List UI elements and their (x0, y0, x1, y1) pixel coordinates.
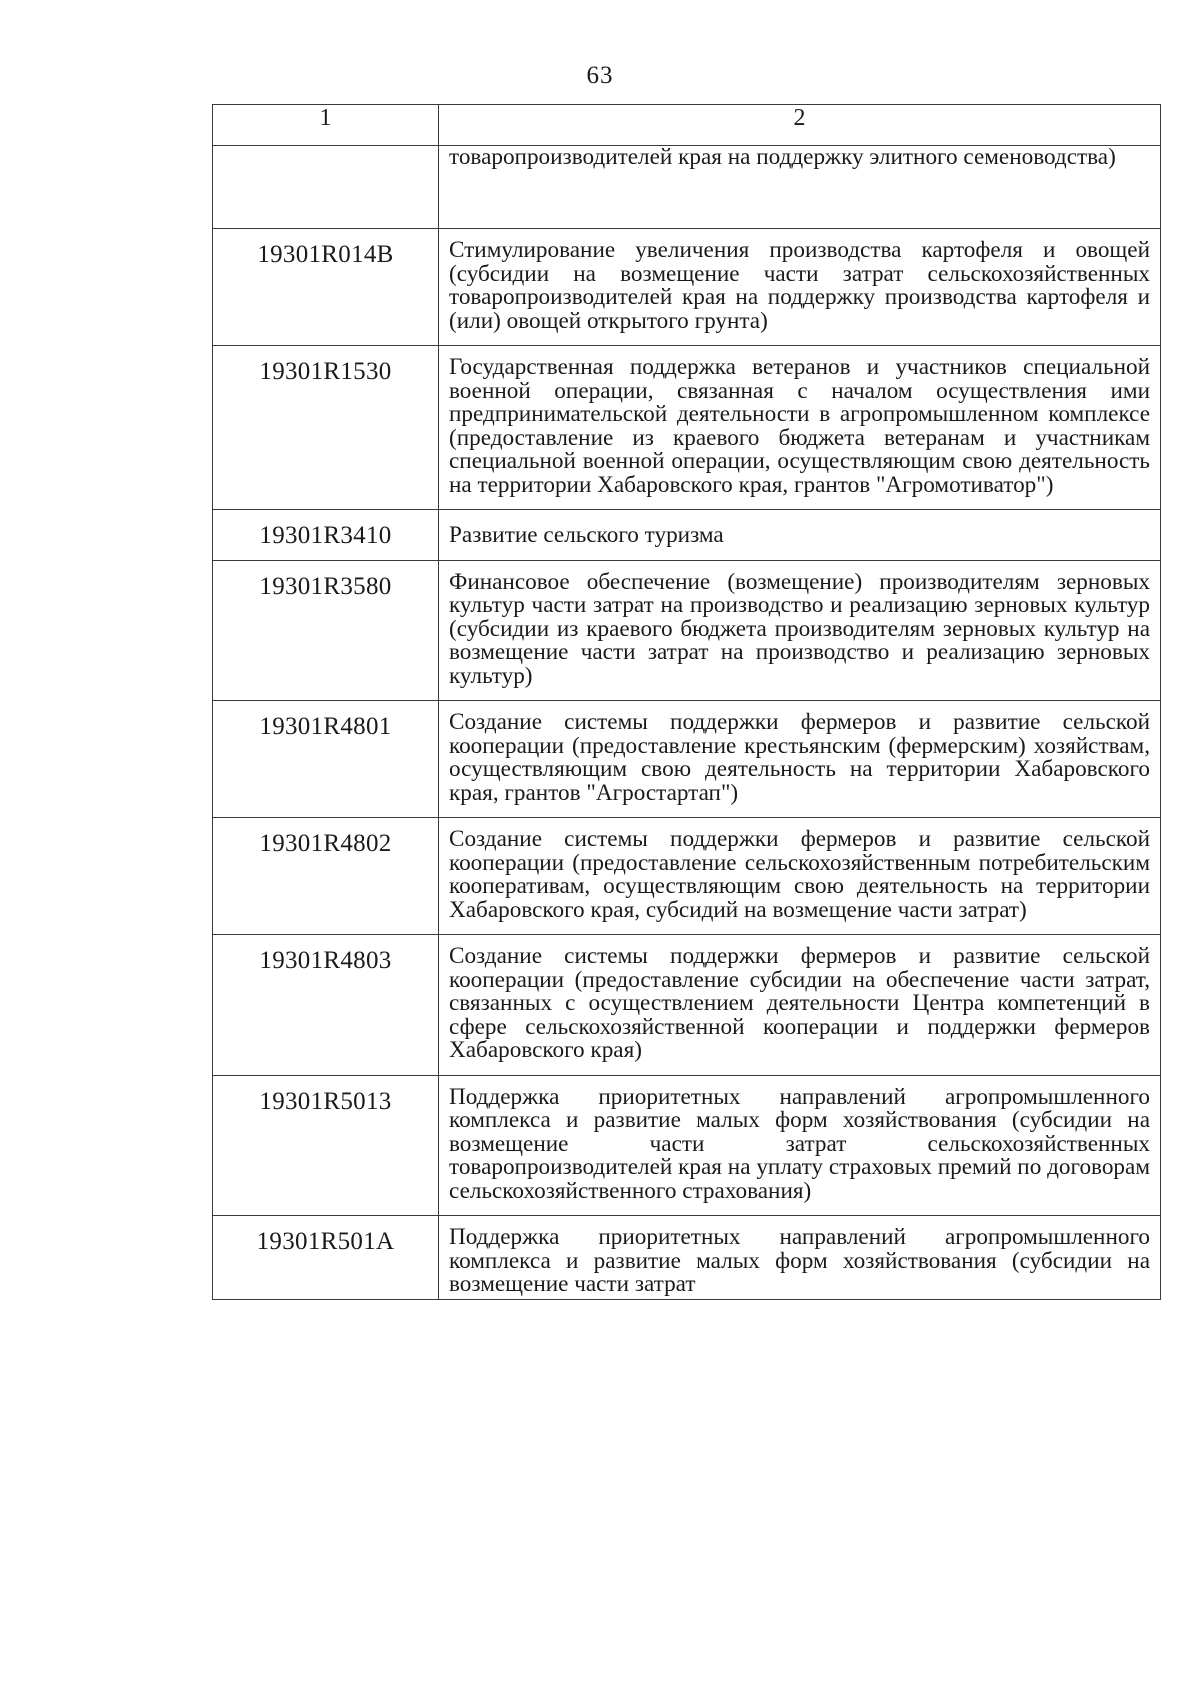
table-row (213, 229, 1161, 346)
row-description: Создание системы поддержки фермеров и развитие сельской кооперации (предоставление субсидии на обеспечение части затрат, связанных с осуществлением деятельности Центра компетенций в сфере сельскохозяйственной кооперации и поддержки фермеров Хабаровского края) (439, 935, 1161, 1076)
row-description: Поддержка приоритетных направлений агропромышленного комплекса и развитие малых форм хозяйствования (субсидии на возмещение части затрат сельскохозяйственных товаропроизводителей края на уплату страховых премий по договорам сельскохозяйственного страхования) (439, 1075, 1161, 1216)
row-code: 19301R4802 (213, 818, 439, 935)
row-code (213, 146, 439, 229)
table-row (213, 935, 1161, 1076)
row-description: Государственная поддержка ветеранов и участников специальной военной операции, связанная с началом осуществления ими предпринимательской деятельности в агропромышленном комплексе (предоставление из краевого бюджета ветеранам и участникам специальной военной операции, осуществляющим свою деятельность на территории Хабаровского края, грантов "Агромотиватор") (439, 346, 1161, 510)
table-row (213, 560, 1161, 701)
table-row (213, 146, 1161, 229)
budget-classification-table (212, 104, 1161, 1300)
row-description: товаропроизводителей края на поддержку элитного семеноводства) (439, 146, 1161, 229)
row-description: Создание системы поддержки фермеров и развитие сельской кооперации (предоставление сельскохозяйственным потребительским кооперативам, осуществляющим свою деятельность на территории Хабаровского края, субсидий на возмещение части затрат) (439, 818, 1161, 935)
row-description: Финансовое обеспечение (возмещение) производителям зерновых культур части затрат на производство и реализацию зерновых культур (субсидии из краевого бюджета производителям зерновых культур на возмещение части затрат на производство и реализацию зерновых культур) (439, 560, 1161, 701)
table-header-row (213, 105, 1161, 146)
row-code: 19301R501A (213, 1216, 439, 1300)
row-description: Создание системы поддержки фермеров и развитие сельской кооперации (предоставление крестьянским (фермерским) хозяйствам, осуществляющим свою деятельность на территории Хабаровского края, грантов "Агростартап") (439, 701, 1161, 818)
row-code: 19301R3410 (213, 510, 439, 561)
row-description: Развитие сельского туризма (439, 510, 1161, 561)
column-header-code: 1 (213, 105, 439, 146)
table-row (213, 1216, 1161, 1300)
row-code: 19301R3580 (213, 560, 439, 701)
column-header-description: 2 (439, 105, 1161, 146)
row-code: 19301R4801 (213, 701, 439, 818)
row-description: Стимулирование увеличения производства картофеля и овощей (субсидии на возмещение части затрат сельскохозяйственных товаропроизводителей края на поддержку производства картофеля и (или) овощей открытого грунта) (439, 229, 1161, 346)
table-row (213, 346, 1161, 510)
row-code: 19301R1530 (213, 346, 439, 510)
row-code: 19301R4803 (213, 935, 439, 1076)
row-description: Поддержка приоритетных направлений агропромышленного комплекса и развитие малых форм хозяйствования (субсидии на возмещение части затрат (439, 1216, 1161, 1300)
page-number: 63 (586, 62, 614, 89)
table-row (213, 1075, 1161, 1216)
row-code: 19301R5013 (213, 1075, 439, 1216)
row-code: 19301R014B (213, 229, 439, 346)
table-row (213, 701, 1161, 818)
table-row (213, 510, 1161, 561)
table-row (213, 818, 1161, 935)
